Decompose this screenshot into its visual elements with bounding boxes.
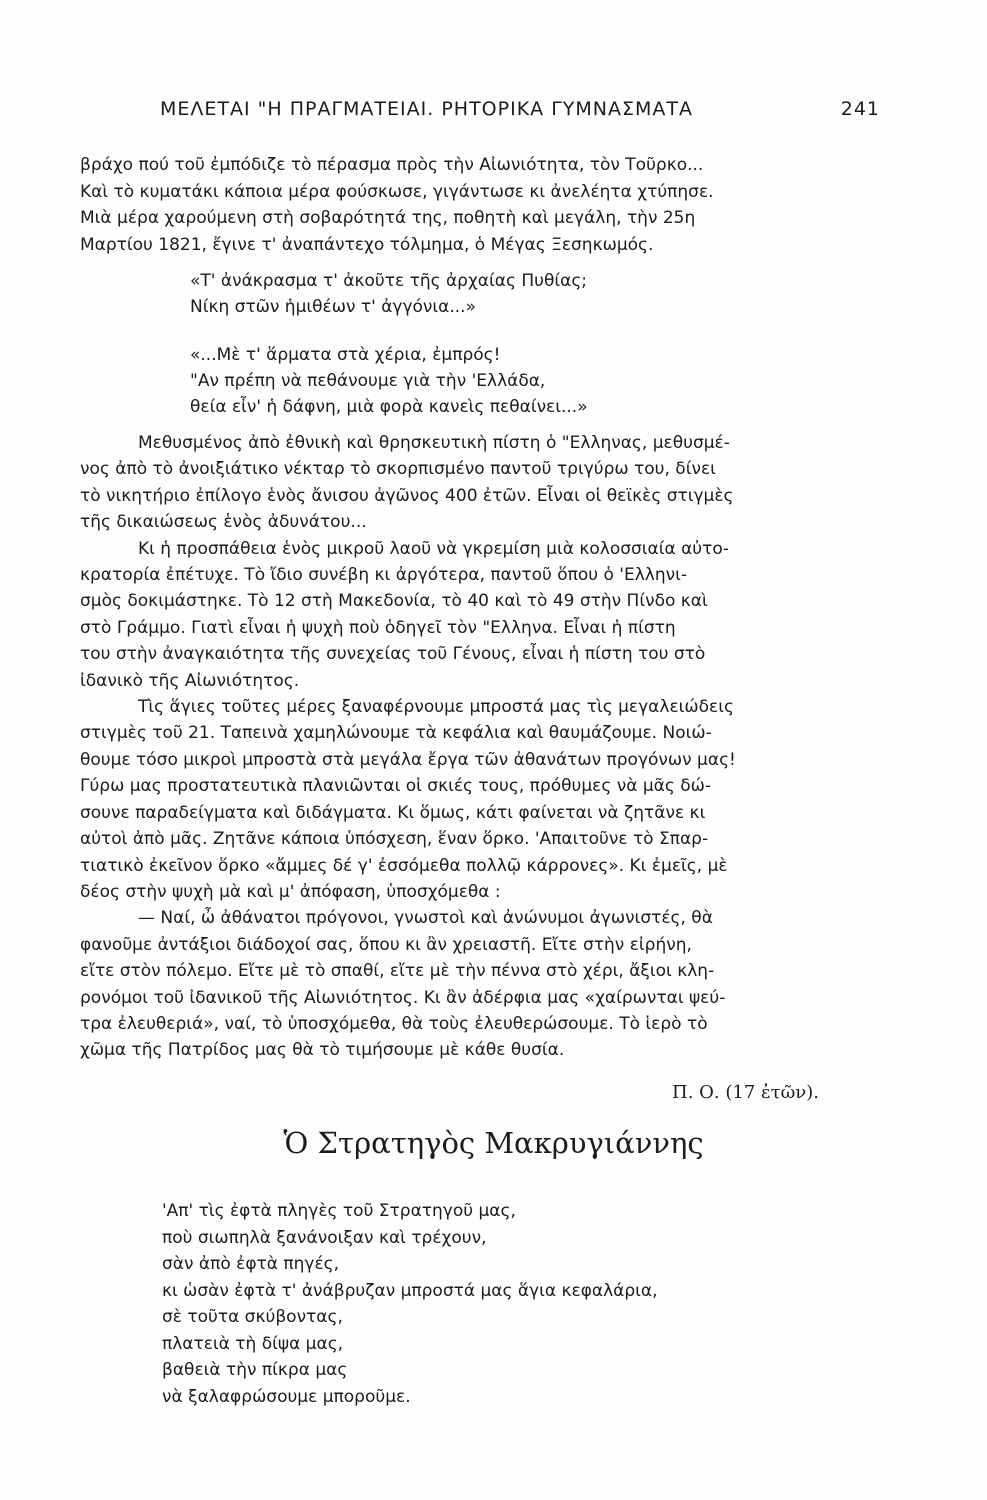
verse-line: Νίκη στῶν ἡμιθέων τ' ἀγγόνια...» xyxy=(190,297,476,317)
author-signature: Π. Ο. (17 ἐτῶν). xyxy=(672,1082,819,1103)
text-line: Μαρτίου 1821, ἔγινε τ' ἀναπάντεχο τόλμημα, ὁ Μέγας Ξεσηκωμός. xyxy=(80,234,654,255)
verse-line: «...Μὲ τ' ἅρματα στὰ χέρια, ἐμπρός! xyxy=(190,345,501,365)
text-line: τιατικὸ ἐκεῖνον ὅρκο «ἄμμες δέ γ' ἐσσόμεθα πολλῷ κάρρονες». Κι ἐμεῖς, μὲ xyxy=(80,855,728,876)
text-line: βράχο πού τοῦ ἐμπόδιζε τὸ πέρασμα πρὸς τὴν Αἰωνιότητα, τὸν Τοῦρκο... xyxy=(80,155,704,175)
text-line: ἰδανικὸ τῆς Αἰωνιότητος. xyxy=(80,670,300,691)
verse-line: πλατειὰ τὴ δίψα μας, xyxy=(162,1333,344,1354)
paragraph xyxy=(80,905,880,1063)
text-line: θουμε τόσο μικροὶ μπροστὰ στὰ μεγάλα ἔργα τῶν ἀθανάτων προγόνων μας! xyxy=(80,749,736,770)
text-line: χῶμα τῆς Πατρίδος μας θὰ τὸ τιμήσουμε μὲ κάθε θυσία. xyxy=(80,1040,565,1061)
main-prose xyxy=(80,430,880,1064)
poem xyxy=(162,1198,658,1410)
verse-line: νὰ ξαλαφρώσουμε μποροῦμε. xyxy=(162,1386,411,1407)
verse-line: ποὺ σιωπηλὰ ξανάνοιξαν καὶ τρέχουν, xyxy=(162,1227,487,1248)
text-line: στιγμὲς τοῦ 21. Ταπεινὰ χαμηλώνουμε τὰ κεφάλια καὶ θαυμάζουμε. Νοιώ- xyxy=(80,723,712,744)
text-line: δέος στὴν ψυχὴ μὰ καὶ μ' ἀπόφαση, ὑποσχόμεθα : xyxy=(80,881,501,902)
text-line: ρονόμοι τοῦ ἰδανικοῦ τῆς Αἰωνιότητος. Κι ἂν ἀδέρφια μας «χαίρωνται ψεύ- xyxy=(80,987,726,1008)
quote-stanza-1 xyxy=(190,268,587,320)
verse-line: κι ὡσὰν ἐφτὰ τ' ἀνάβρυζαν μπροστά μας ἅγια κεφαλάρια, xyxy=(162,1280,658,1301)
text-line: σουνε παραδείγματα καὶ διδάγματα. Κι ὅμως, κάτι φαίνεται νὰ ζητᾶνε κι xyxy=(80,802,706,823)
paragraph xyxy=(80,430,880,536)
verse-line: «Τ' ἀνάκρασμα τ' ἀκοῦτε τῆς ἀρχαίας Πυθίας; xyxy=(190,271,588,291)
text-line: σμὸς δοκιμάστηκε. Τὸ 12 στὴ Μακεδονία, τὸ 40 καὶ τὸ 49 στὴν Πίνδο καὶ xyxy=(80,591,708,612)
verse-line: "Αν πρέπη νὰ πεθάνουμε γιὰ τὴν 'Ελλάδα, xyxy=(190,371,546,391)
text-line: αὐτοὶ ἀπὸ μᾶς. Ζητᾶνε κάποια ὑπόσχεση, ἕναν ὅρκο. 'Απαιτοῦνε τὸ Σπαρ- xyxy=(80,829,709,850)
text-line: Τὶς ἅγιες τοῦτες μέρες ξαναφέρνουμε μπροστά μας τὶς μεγαλειώδεις xyxy=(138,697,734,718)
text-line: — Ναί, ὦ ἀθάνατοι πρόγονοι, γνωστοὶ καὶ ἀνώνυμοι ἀγωνιστές, θὰ xyxy=(138,908,713,929)
verse-line: σὲ τοῦτα σκύβοντας, xyxy=(162,1307,343,1327)
paragraph xyxy=(80,694,880,905)
text-line: κρατορία ἐπέτυχε. Τὸ ἴδιο συνέβη κι ἀργότερα, παντοῦ ὅπου ὁ 'Ελληνι- xyxy=(80,565,687,586)
text-line: τῆς δικαιώσεως ἑνὸς ἀδυνάτου... xyxy=(80,512,367,533)
verse-line: θεία εἶν' ἡ δάφνη, μιὰ φορὰ κανεὶς πεθαίνει...» xyxy=(190,397,588,417)
text-line: τὸ νικητήριο ἐπίλογο ἑνὸς ἄνισου ἀγῶνος 400 ἐτῶν. Εἶναι οἱ θεϊκὲς στιγμὲς xyxy=(80,485,734,506)
text-line: φανοῦμε ἀντάξιοι διάδοχοί σας, ὅπου κι ἂν χρειαστῆ. Εἴτε στὴν εἰρήνη, xyxy=(80,934,692,955)
intro-paragraph xyxy=(80,152,880,258)
text-line: νος ἀπὸ τὸ ἀνοιξιάτικο νέκταρ τὸ σκορπισμένο παντοῦ τριγύρω του, δίνει xyxy=(80,459,716,480)
quote-stanza-2 xyxy=(190,342,588,420)
text-line: Γύρω μας προστατευτικὰ πλανιῶνται οἱ σκιές τους, πρόθυμες νὰ μᾶς δώ- xyxy=(80,776,712,797)
text-line: Κι ἡ προσπάθεια ἑνὸς μικροῦ λαοῦ νὰ γκρεμίση μιὰ κολοσσιαία αὐτο- xyxy=(138,538,729,559)
text-line: στὸ Γράμμο. Γιατὶ εἶναι ἡ ψυχὴ ποὺ ὁδηγεῖ τὸν "Ελληνα. Εἶναι ἡ πίστη xyxy=(80,617,676,638)
running-title: ΜΕΛΕΤΑΙ "Η ΠΡΑΓΜΑΤΕΙΑΙ. ΡΗΤΟΡΙΚΑ ΓΥΜΝΑΣΜΑΤΑ xyxy=(160,98,693,120)
verse-line: σὰν ἀπὸ ἐφτὰ πηγές, xyxy=(162,1254,340,1274)
text-line: τρα ἐλευθεριά», ναί, τὸ ὑποσχόμεθα, θὰ τοὺς ἐλευθερώσουμε. Τὸ ἱερὸ τὸ xyxy=(80,1013,708,1034)
verse-line: 'Απ' τὶς ἐφτὰ πληγὲς τοῦ Στρατηγοῦ μας, xyxy=(162,1201,516,1221)
text-line: Μεθυσμένος ἀπὸ ἐθνικὴ καὶ θρησκευτικὴ πίστη ὁ "Ελληνας, μεθυσμέ- xyxy=(138,433,730,453)
text-line: Καὶ τὸ κυματάκι κάποια μέρα φούσκωσε, γιγάντωσε κι ἀνελέητα χτύπησε. xyxy=(80,181,714,202)
text-line: Μιὰ μέρα χαρούμενη στὴ σοβαρότητά της, ποθητὴ καὶ μεγάλη, τὴν 25η xyxy=(80,208,696,228)
page-number: 241 xyxy=(840,98,880,120)
paragraph xyxy=(80,536,880,694)
section-title: Ὁ Στρατηγὸς Μακρυγιάννης xyxy=(283,1126,704,1160)
verse-line: βαθειὰ τὴν πίκρα μας xyxy=(162,1360,348,1380)
text-line: εἴτε στὸν πόλεμο. Εἴτε μὲ τὸ σπαθί, εἴτε μὲ τὴν πέννα στὸ χέρι, ἄξιοι κλη- xyxy=(80,961,715,982)
page-header xyxy=(160,98,880,126)
text-line: του στὴν ἀναγκαιότητα τῆς συνεχείας τοῦ Γένους, εἶναι ἡ πίστη του στὸ xyxy=(80,644,706,665)
